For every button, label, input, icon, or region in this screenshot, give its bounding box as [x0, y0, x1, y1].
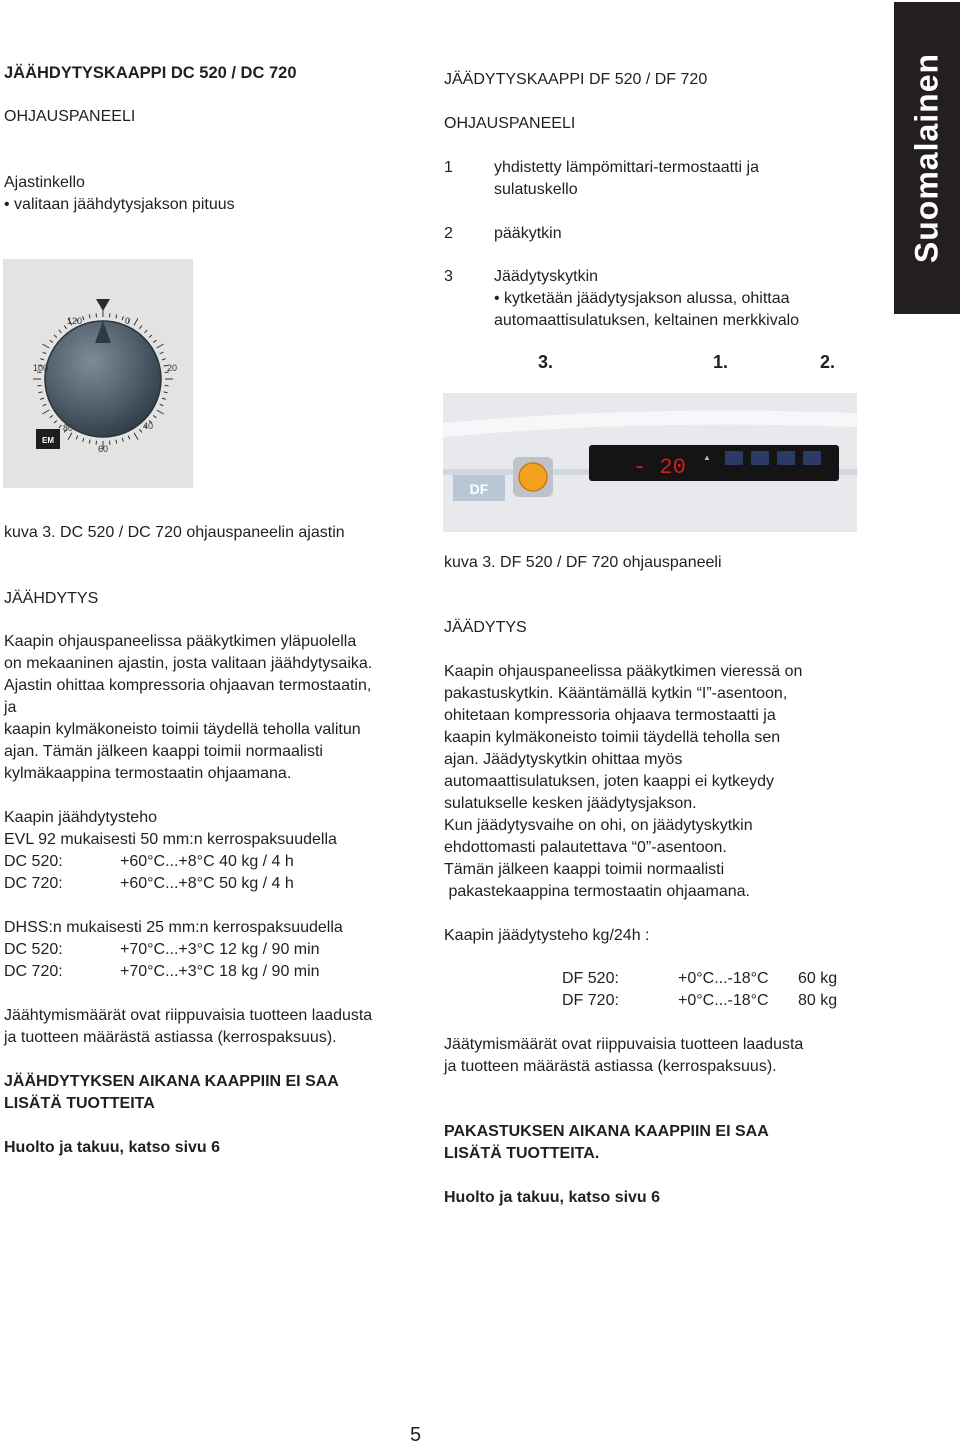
panel-label-2: 2. [820, 352, 836, 372]
model-label: DF 520: [562, 970, 619, 987]
temperature-range: +0°C...-18°C [678, 970, 769, 987]
left-note-line: Jäähtymismäärät ovat riippuvaisia tuotteen laadusta [4, 1007, 373, 1024]
control-panel-illustration [443, 393, 857, 532]
right-title: JÄÄDYTYSKAAPPI DF 520 / DF 720 [444, 71, 708, 88]
list-item-number: 1 [444, 159, 453, 176]
dial-number: 80 [63, 423, 74, 433]
list-item-line: Jäädytyskytkin [494, 268, 599, 285]
paragraph-line: sulatukselle kesken jäädytysjakson. [444, 795, 697, 812]
timer-photo [3, 259, 193, 488]
right-warning-line: LISÄTÄ TUOTTEITA. [444, 1145, 600, 1162]
model-label: DF 720: [562, 992, 619, 1009]
right-service-note: Huolto ja takuu, katso sivu 6 [444, 1189, 661, 1206]
paragraph-line: Kun jäädytysvaihe on ohi, on jäädytyskytkin [444, 817, 753, 834]
dial-number: 100 [33, 363, 49, 373]
paragraph-line: ajan. Jäädytyskytkin ohittaa myös [444, 751, 683, 768]
left-service-note: Huolto ja takuu, katso sivu 6 [4, 1139, 221, 1156]
capacity-value: +60°C...+8°C 50 kg / 4 h [120, 875, 294, 892]
control-panel-photo [443, 393, 857, 532]
language-tab-label: Suomalainen [908, 52, 945, 264]
paragraph-line: kylmäkaappina termostaatin ohjaamana. [4, 765, 292, 782]
paragraph-line: pakastekaappina termostaatin ohjaamana. [444, 883, 750, 900]
capacity-value: +70°C...+3°C 12 kg / 90 min [120, 941, 320, 958]
dial-number: 120 [67, 316, 83, 326]
right-warning-line: PAKASTUKSEN AIKANA KAAPPIIN EI SAA [444, 1123, 769, 1140]
dial-number: 40 [143, 421, 154, 431]
panel-label-1: 1. [713, 352, 729, 372]
right-note-line: ja tuotteen määrästä astiassa (kerrospaksuus). [444, 1058, 777, 1075]
control-button [803, 451, 821, 465]
control-button [777, 451, 795, 465]
right-note-line: Jäätymismäärät ovat riippuvaisia tuotteen laadusta [444, 1036, 804, 1053]
evl-line: EVL 92 mukaisesti 50 mm:n kerrospaksuudella [4, 831, 337, 848]
capacity-value: +70°C...+3°C 18 kg / 90 min [120, 963, 320, 980]
temperature-display: - 20 [633, 455, 686, 480]
right-subtitle: OHJAUSPANEELI [444, 115, 576, 132]
list-item-line: yhdistetty lämpömittari-termostaatti ja [494, 159, 759, 176]
timer-bullet: • valitaan jäähdytysjakson pituus [4, 196, 235, 213]
list-item-number: 2 [444, 225, 453, 242]
list-item-line: automaattisulatuksen, keltainen merkkivalo [494, 312, 800, 329]
left-caption: kuva 3. DC 520 / DC 720 ohjauspaneelin ajastin [4, 524, 345, 541]
dial-number: 20 [167, 363, 178, 373]
page-number: 5 [410, 1424, 422, 1446]
paragraph-line: automaattisulatuksen, joten kaappi ei kytkeydy [444, 773, 774, 790]
control-button [751, 451, 769, 465]
right-capacity-heading: Kaapin jäädytysteho kg/24h : [444, 927, 650, 944]
list-item-line: sulatuskello [494, 181, 578, 198]
model-label: DC 520: [4, 853, 63, 870]
list-item-line: • kytketään jäädytysjakson alussa, ohittaa [494, 290, 790, 307]
paragraph-line: ajan. Tämän jälkeen kaappi toimii normaalisti [4, 743, 323, 760]
paragraph-line: Kaapin ohjauspaneelissa pääkytkimen yläpuolella [4, 633, 357, 650]
capacity-value: 80 kg [798, 992, 838, 1009]
left-subtitle: OHJAUSPANEELI [4, 108, 136, 125]
freeze-switch-light [519, 463, 547, 491]
df-logo-text: DF [469, 481, 489, 497]
list-item-number: 3 [444, 268, 453, 285]
dial-number: 0 [125, 316, 131, 326]
paragraph-line: Ajastin ohittaa kompressoria ohjaavan termostaatin, [4, 677, 372, 694]
paragraph-line: kaapin kylmäkoneisto toimii täydellä teholla sen [444, 729, 781, 746]
panel-label-3: 3. [538, 352, 554, 372]
timer-heading: Ajastinkello [4, 174, 85, 191]
paragraph-line: ehdottomasti palautettava “0”-asentoon. [444, 839, 727, 856]
model-label: DC 720: [4, 963, 63, 980]
language-tab [894, 2, 960, 314]
paragraph-line: Tämän jälkeen kaappi toimii normaalisti [444, 861, 725, 878]
left-section-heading: JÄÄHDYTYS [4, 590, 99, 607]
dial-number: 60 [98, 444, 109, 454]
left-capacity-heading: Kaapin jäähdytysteho [4, 809, 157, 826]
capacity-value: 60 kg [798, 970, 838, 987]
model-label: DC 720: [4, 875, 63, 892]
brand-logo-text: EM [42, 436, 54, 445]
paragraph-line: kaapin kylmäkoneisto toimii täydellä teholla valitun [4, 721, 361, 738]
left-note-line: ja tuotteen määrästä astiassa (kerrospaksuus). [4, 1029, 337, 1046]
model-label: DC 520: [4, 941, 63, 958]
right-section-heading: JÄÄDYTYS [444, 619, 527, 636]
timer-dial-illustration [3, 259, 193, 488]
dhss-line: DHSS:n mukaisesti 25 mm:n kerrospaksuudella [4, 919, 343, 936]
temperature-range: +0°C...-18°C [678, 992, 769, 1009]
capacity-value: +60°C...+8°C 40 kg / 4 h [120, 853, 294, 870]
left-title: JÄÄHDYTYSKAAPPI DC 520 / DC 720 [4, 64, 297, 82]
control-button [725, 451, 743, 465]
paragraph-line: pakastuskytkin. Kääntämällä kytkin “I”-asentoon, [444, 685, 788, 702]
paragraph-line: on mekaaninen ajastin, josta valitaan jäähdytysaika. [4, 655, 373, 672]
right-caption: kuva 3. DF 520 / DF 720 ohjauspaneeli [444, 554, 722, 571]
paragraph-line: ja [4, 699, 17, 716]
list-item-line: pääkytkin [494, 225, 562, 242]
left-warning-line: JÄÄHDYTYKSEN AIKANA KAAPPIIN EI SAA [4, 1073, 339, 1090]
paragraph-line: ohitetaan kompressoria ohjaava termostaatti ja [444, 707, 776, 724]
display-indicator-icon: ▲ [703, 453, 711, 462]
left-warning-line: LISÄTÄ TUOTTEITA [4, 1095, 155, 1112]
display-panel [589, 445, 839, 481]
paragraph-line: Kaapin ohjauspaneelissa pääkytkimen vieressä on [444, 663, 803, 680]
